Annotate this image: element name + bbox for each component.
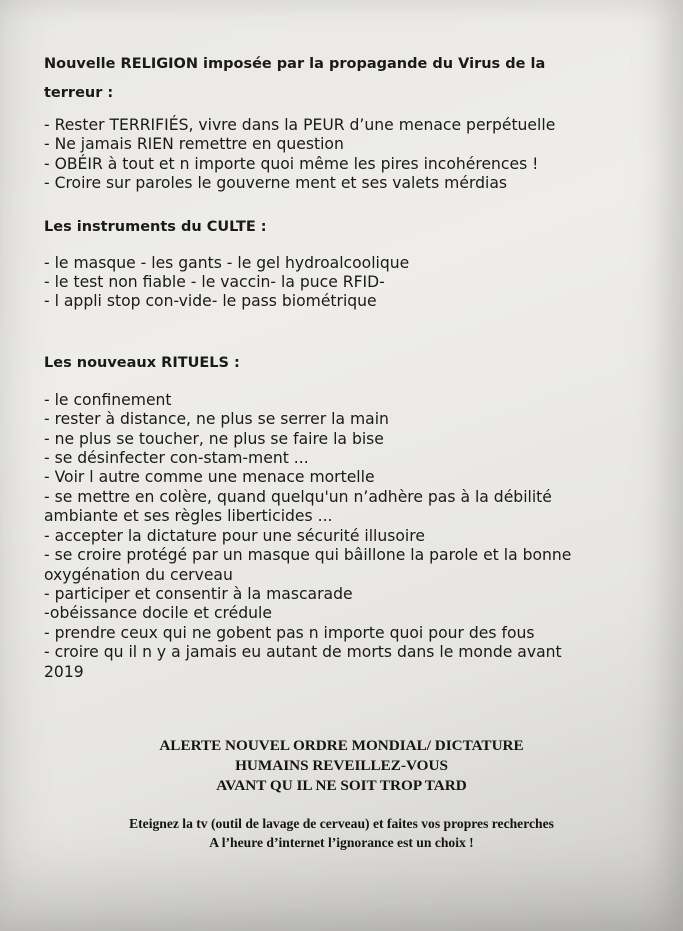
heading-line: terreur :: [44, 85, 114, 101]
list-item: oxygénation du cerveau: [44, 565, 233, 584]
alert-block: [0, 736, 683, 796]
list-item: - participer et consentir à la mascarade: [44, 584, 353, 603]
religion-list: [44, 116, 644, 194]
footer-line: Eteignez la tv (outil de lavage de cerveau) et faites vos propres recherches: [129, 816, 554, 831]
alert-line: HUMAINS REVEILLEZ-VOUS: [235, 757, 448, 774]
footer-line: A l’heure d’internet l’ignorance est un choix !: [209, 835, 474, 850]
list-item: ambiante et ses règles liberticides ...: [44, 507, 333, 526]
list-item: - Croire sur paroles le gouverne ment et ses valets mérdias: [44, 174, 508, 193]
alert-line: ALERTE NOUVEL ORDRE MONDIAL/ DICTATURE: [159, 737, 524, 754]
section-instruments-heading: Les instruments du CULTE :: [44, 218, 267, 235]
section-religion-heading: [44, 50, 644, 108]
list-item: - croire qu il n y a jamais eu autant de morts dans le monde avant: [44, 643, 562, 662]
list-item: -obéissance docile et crédule: [44, 604, 272, 623]
rituels-list: [44, 391, 644, 682]
section-rituels-heading: Les nouveaux RITUELS :: [44, 354, 240, 371]
list-item: - le masque - les gants - le gel hydroalcoolique: [44, 253, 410, 272]
list-item: - l appli stop con-vide- le pass biométrique: [44, 292, 377, 311]
list-item: - Rester TERRIFIÉS, vivre dans la PEUR d’une menace perpétuelle: [44, 116, 556, 134]
list-item: 2019: [44, 662, 84, 681]
list-item: - OBÉIR à tout et n importe quoi même les pires incohérences !: [44, 154, 539, 173]
list-item: - ne plus se toucher, ne plus se faire la bise: [44, 429, 384, 448]
heading-line: Nouvelle RELIGION imposée par la propagande du Virus de la: [44, 56, 546, 72]
list-item: - se croire protégé par un masque qui bâillone la parole et la bonne: [44, 546, 572, 565]
list-item: - le confinement: [44, 390, 172, 409]
document-body: [44, 50, 644, 682]
list-item: - se désinfecter con-stam-ment ...: [44, 449, 309, 468]
list-item: - Ne jamais RIEN remettre en question: [44, 135, 344, 154]
list-item: - se mettre en colère, quand quelqu'un n’adhère pas à la débilité: [44, 487, 552, 506]
list-item: - accepter la dictature pour une sécurité illusoire: [44, 526, 425, 545]
list-item: - rester à distance, ne plus se serrer la main: [44, 410, 389, 429]
list-item: - le test non fiable - le vaccin- la puce RFID-: [44, 273, 385, 292]
list-item: - Voir l autre comme une menace mortelle: [44, 468, 375, 487]
alert-line: AVANT QU IL NE SOIT TROP TARD: [216, 777, 467, 794]
instruments-list: [44, 254, 644, 312]
footer-note: [0, 814, 683, 852]
list-item: - prendre ceux qui ne gobent pas n importe quoi pour des fous: [44, 623, 535, 642]
